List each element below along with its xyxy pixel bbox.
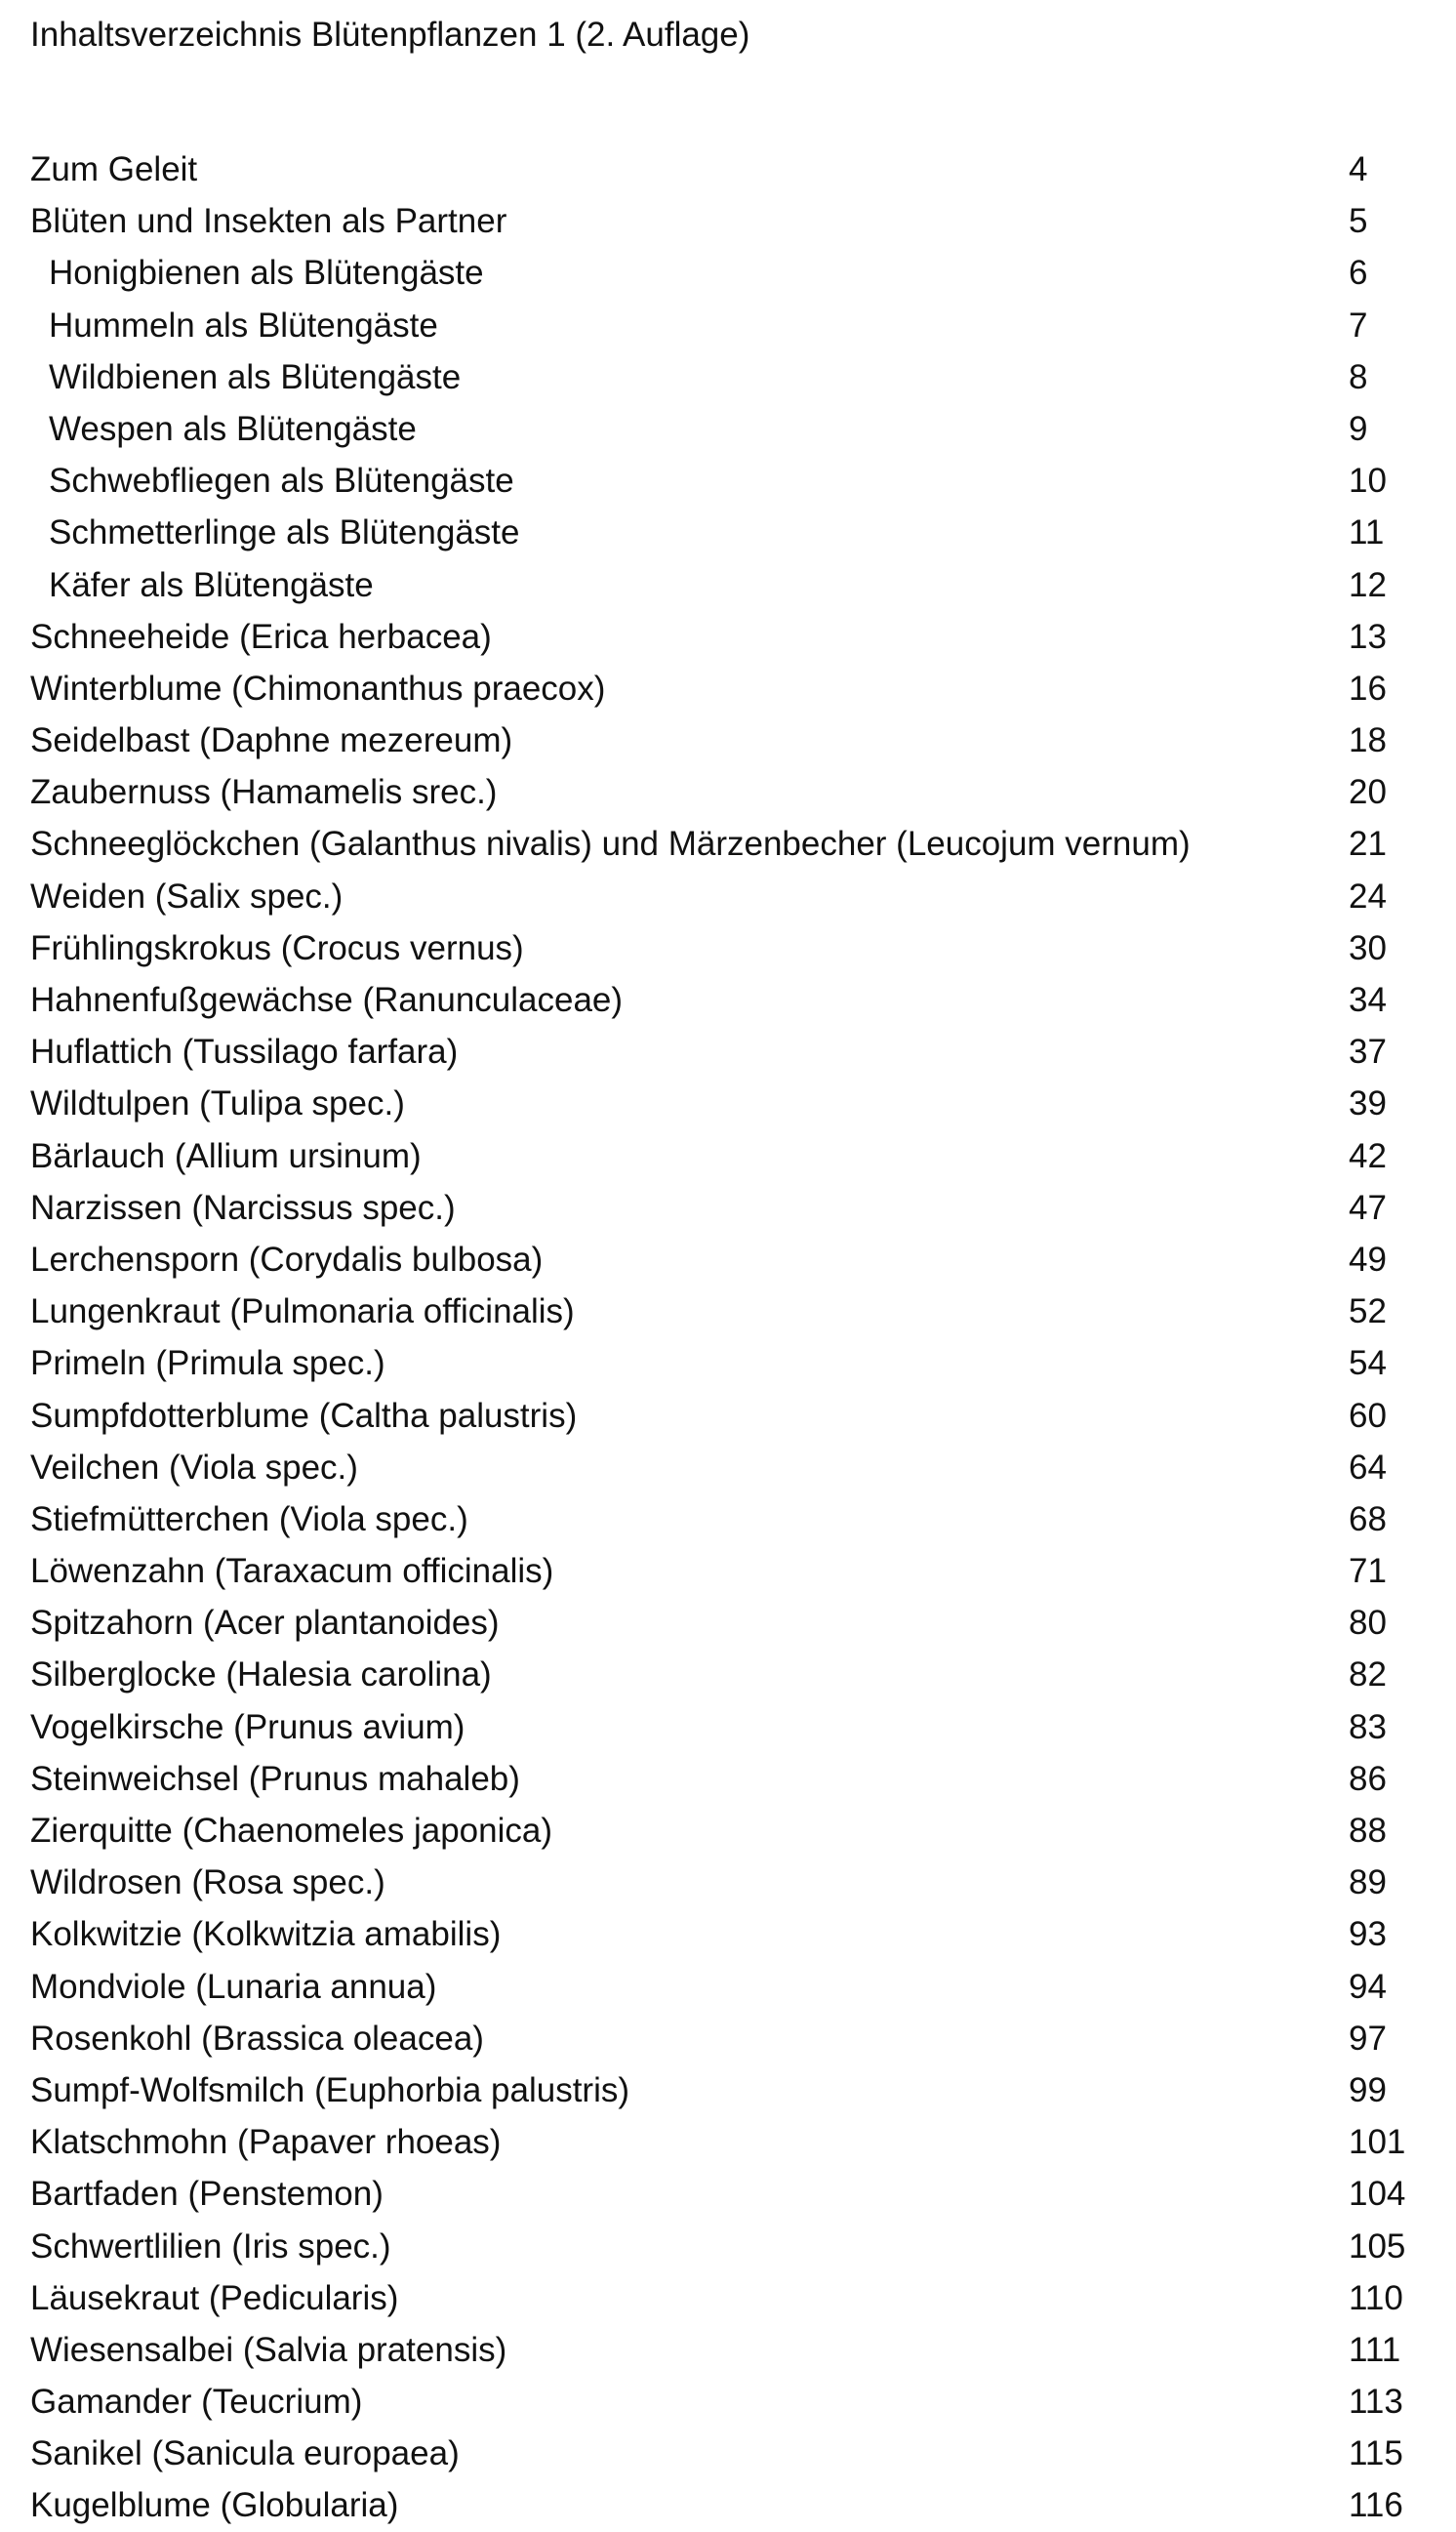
toc-entry-page-number: 42 (1349, 1136, 1387, 1175)
toc-entry-title: Huflattich (Tussilago farfara) (30, 1033, 459, 1072)
toc-entry (30, 1078, 1416, 1129)
toc-entry-title: Frühlingskrokus (Crocus vernus) (30, 928, 524, 967)
toc-entry-title: Spitzahorn (Acer plantanoides) (30, 1604, 500, 1643)
toc-entry (30, 663, 1416, 715)
toc-entry-page-number: 113 (1349, 2383, 1403, 2422)
toc-entry (30, 1390, 1416, 1442)
toc-entry (30, 2324, 1416, 2376)
toc-entry-page-number: 82 (1349, 1655, 1387, 1695)
toc-entry-page-number: 111 (1349, 2330, 1401, 2369)
toc-entry-page-number: 71 (1349, 1552, 1387, 1591)
toc-entry-page-number: 8 (1349, 357, 1368, 396)
toc-entry-title: Weiden (Salix spec.) (30, 877, 344, 916)
toc-entry-page-number: 6 (1349, 254, 1368, 293)
toc-entry-page-number: 11 (1349, 513, 1385, 552)
toc-entry (30, 1701, 1416, 1753)
toc-entry (30, 871, 1416, 922)
toc-entry (30, 1286, 1416, 1337)
toc-entry-page-number: 39 (1349, 1084, 1387, 1123)
toc-entry-page-number: 94 (1349, 1967, 1387, 2006)
toc-entry-title: Schneeglöckchen (Galanthus nivalis) und Märzenbecher (Leucojum vernum) (30, 825, 1191, 864)
toc-entry-page-number: 30 (1349, 928, 1387, 967)
toc-entry-page-number: 64 (1349, 1448, 1387, 1487)
toc-entry-page-number: 104 (1349, 2175, 1406, 2214)
toc-entry (30, 2168, 1416, 2220)
toc-entry (30, 2376, 1416, 2428)
toc-entry-title: Veilchen (Viola spec.) (30, 1448, 358, 1487)
toc-entry (30, 143, 1416, 195)
toc-entry-page-number: 60 (1349, 1396, 1387, 1435)
toc-entry (30, 974, 1416, 1026)
toc-entry (30, 1493, 1416, 1545)
toc-entry-title: Gamander (Teucrium) (30, 2383, 363, 2422)
table-of-contents (30, 143, 1416, 2532)
toc-entry (30, 507, 1416, 558)
toc-entry (30, 1961, 1416, 2013)
toc-entry-page-number: 37 (1349, 1033, 1387, 1072)
toc-entry-page-number: 9 (1349, 409, 1368, 448)
toc-entry-title: Lungenkraut (Pulmonaria officinalis) (30, 1292, 575, 1331)
toc-entry-page-number: 101 (1349, 2123, 1406, 2162)
toc-entry-title: Seidelbast (Daphne mezereum) (30, 721, 513, 760)
toc-entry-title: Wiesensalbei (Salvia pratensis) (30, 2330, 507, 2369)
toc-entry (30, 559, 1416, 611)
toc-entry (30, 300, 1416, 351)
toc-entry (30, 1649, 1416, 1700)
toc-entry-title: Hahnenfußgewächse (Ranunculaceae) (30, 981, 624, 1019)
toc-entry-title: Läusekraut (Pedicularis) (30, 2278, 399, 2317)
toc-entry-title: Zum Geleit (30, 150, 198, 188)
toc-entry-title: Vogelkirsche (Prunus avium) (30, 1707, 465, 1746)
toc-entry-page-number: 105 (1349, 2226, 1406, 2266)
toc-entry (30, 455, 1416, 507)
toc-entry-title: Kugelblume (Globularia) (30, 2486, 399, 2525)
toc-entry (30, 2479, 1416, 2531)
toc-entry-page-number: 99 (1349, 2070, 1387, 2109)
toc-entry (30, 2428, 1416, 2479)
toc-entry (30, 1442, 1416, 1493)
toc-entry-title: Honigbienen als Blütengäste (49, 254, 484, 293)
toc-entry (30, 1182, 1416, 1234)
toc-entry (30, 2272, 1416, 2324)
toc-entry-title: Schwebfliegen als Blütengäste (49, 462, 514, 501)
toc-entry-title: Löwenzahn (Taraxacum officinalis) (30, 1552, 554, 1591)
toc-entry (30, 195, 1416, 247)
toc-entry-page-number: 16 (1349, 669, 1387, 708)
toc-entry-title: Kolkwitzie (Kolkwitzia amabilis) (30, 1915, 502, 1954)
toc-entry (30, 2221, 1416, 2272)
toc-entry (30, 2013, 1416, 2064)
toc-entry-title: Steinweichsel (Prunus mahaleb) (30, 1759, 520, 1798)
toc-entry (30, 2116, 1416, 2168)
toc-entry-title: Sumpfdotterblume (Caltha palustris) (30, 1396, 578, 1435)
toc-entry (30, 922, 1416, 974)
toc-entry-title: Rosenkohl (Brassica oleacea) (30, 2019, 484, 2058)
toc-entry-page-number: 115 (1349, 2434, 1403, 2473)
toc-entry (30, 351, 1416, 403)
toc-entry-title: Winterblume (Chimonanthus praecox) (30, 669, 606, 708)
toc-entry-title: Mondviole (Lunaria annua) (30, 1967, 437, 2006)
toc-entry-title: Sanikel (Sanicula europaea) (30, 2434, 460, 2473)
toc-entry (30, 1026, 1416, 1078)
toc-entry-title: Schwertlilien (Iris spec.) (30, 2226, 391, 2266)
toc-entry (30, 247, 1416, 299)
toc-entry-page-number: 68 (1349, 1499, 1387, 1538)
toc-entry (30, 1337, 1416, 1389)
toc-entry-page-number: 21 (1349, 825, 1387, 864)
toc-entry (30, 1234, 1416, 1286)
toc-entry (30, 1130, 1416, 1182)
toc-entry-page-number: 88 (1349, 1812, 1387, 1850)
toc-entry-title: Klatschmohn (Papaver rhoeas) (30, 2123, 502, 2162)
toc-entry-title: Zaubernuss (Hamamelis srec.) (30, 773, 498, 812)
toc-entry-title: Bartfaden (Penstemon) (30, 2175, 384, 2214)
toc-entry-title: Lerchensporn (Corydalis bulbosa) (30, 1240, 544, 1279)
toc-entry-page-number: 83 (1349, 1707, 1387, 1746)
toc-entry-title: Käfer als Blütengäste (49, 565, 374, 604)
toc-entry (30, 1857, 1416, 1908)
toc-entry-title: Bärlauch (Allium ursinum) (30, 1136, 422, 1175)
toc-entry (30, 611, 1416, 663)
toc-entry (30, 1597, 1416, 1649)
toc-entry (30, 1753, 1416, 1805)
toc-entry (30, 766, 1416, 818)
toc-entry-title: Hummeln als Blütengäste (49, 306, 438, 345)
toc-entry (30, 1805, 1416, 1857)
toc-entry-title: Zierquitte (Chaenomeles japonica) (30, 1812, 552, 1850)
toc-entry-page-number: 13 (1349, 617, 1387, 656)
toc-entry-page-number: 5 (1349, 202, 1368, 241)
toc-entry-page-number: 116 (1349, 2486, 1403, 2525)
toc-entry (30, 403, 1416, 455)
document-title: Inhaltsverzeichnis Blütenpflanzen 1 (2. Auflage) (30, 16, 750, 54)
toc-entry-page-number: 97 (1349, 2019, 1387, 2058)
toc-entry-title: Wespen als Blütengäste (49, 409, 417, 448)
toc-entry-page-number: 80 (1349, 1604, 1387, 1643)
toc-entry-page-number: 89 (1349, 1863, 1387, 1902)
toc-entry (30, 1545, 1416, 1597)
toc-entry-page-number: 52 (1349, 1292, 1387, 1331)
toc-entry-page-number: 20 (1349, 773, 1387, 812)
toc-entry (30, 818, 1416, 870)
toc-entry-page-number: 49 (1349, 1240, 1387, 1279)
toc-entry-page-number: 12 (1349, 565, 1387, 604)
toc-entry-title: Schmetterlinge als Blütengäste (49, 513, 520, 552)
toc-entry-page-number: 93 (1349, 1915, 1387, 1954)
toc-entry (30, 1908, 1416, 1960)
toc-entry-title: Primeln (Primula spec.) (30, 1344, 385, 1383)
toc-entry-title: Silberglocke (Halesia carolina) (30, 1655, 492, 1695)
toc-entry-page-number: 34 (1349, 981, 1387, 1019)
toc-entry-title: Blüten und Insekten als Partner (30, 202, 507, 241)
toc-entry-page-number: 18 (1349, 721, 1387, 760)
toc-entry-page-number: 24 (1349, 877, 1387, 916)
toc-entry-title: Wildbienen als Blütengäste (49, 357, 462, 396)
toc-entry-page-number: 110 (1349, 2278, 1403, 2317)
toc-entry-title: Wildtulpen (Tulipa spec.) (30, 1084, 405, 1123)
toc-entry-title: Narzissen (Narcissus spec.) (30, 1188, 456, 1227)
toc-entry-page-number: 10 (1349, 462, 1387, 501)
toc-entry-title: Wildrosen (Rosa spec.) (30, 1863, 385, 1902)
toc-entry-title: Schneeheide (Erica herbacea) (30, 617, 492, 656)
toc-entry-title: Sumpf-Wolfsmilch (Euphorbia palustris) (30, 2070, 630, 2109)
toc-entry-page-number: 7 (1349, 306, 1368, 345)
toc-entry-page-number: 86 (1349, 1759, 1387, 1798)
toc-entry-page-number: 4 (1349, 150, 1368, 188)
toc-entry-page-number: 54 (1349, 1344, 1387, 1383)
toc-entry (30, 715, 1416, 766)
toc-entry (30, 2064, 1416, 2116)
toc-entry-title: Stiefmütterchen (Viola spec.) (30, 1499, 468, 1538)
toc-entry-page-number: 47 (1349, 1188, 1387, 1227)
